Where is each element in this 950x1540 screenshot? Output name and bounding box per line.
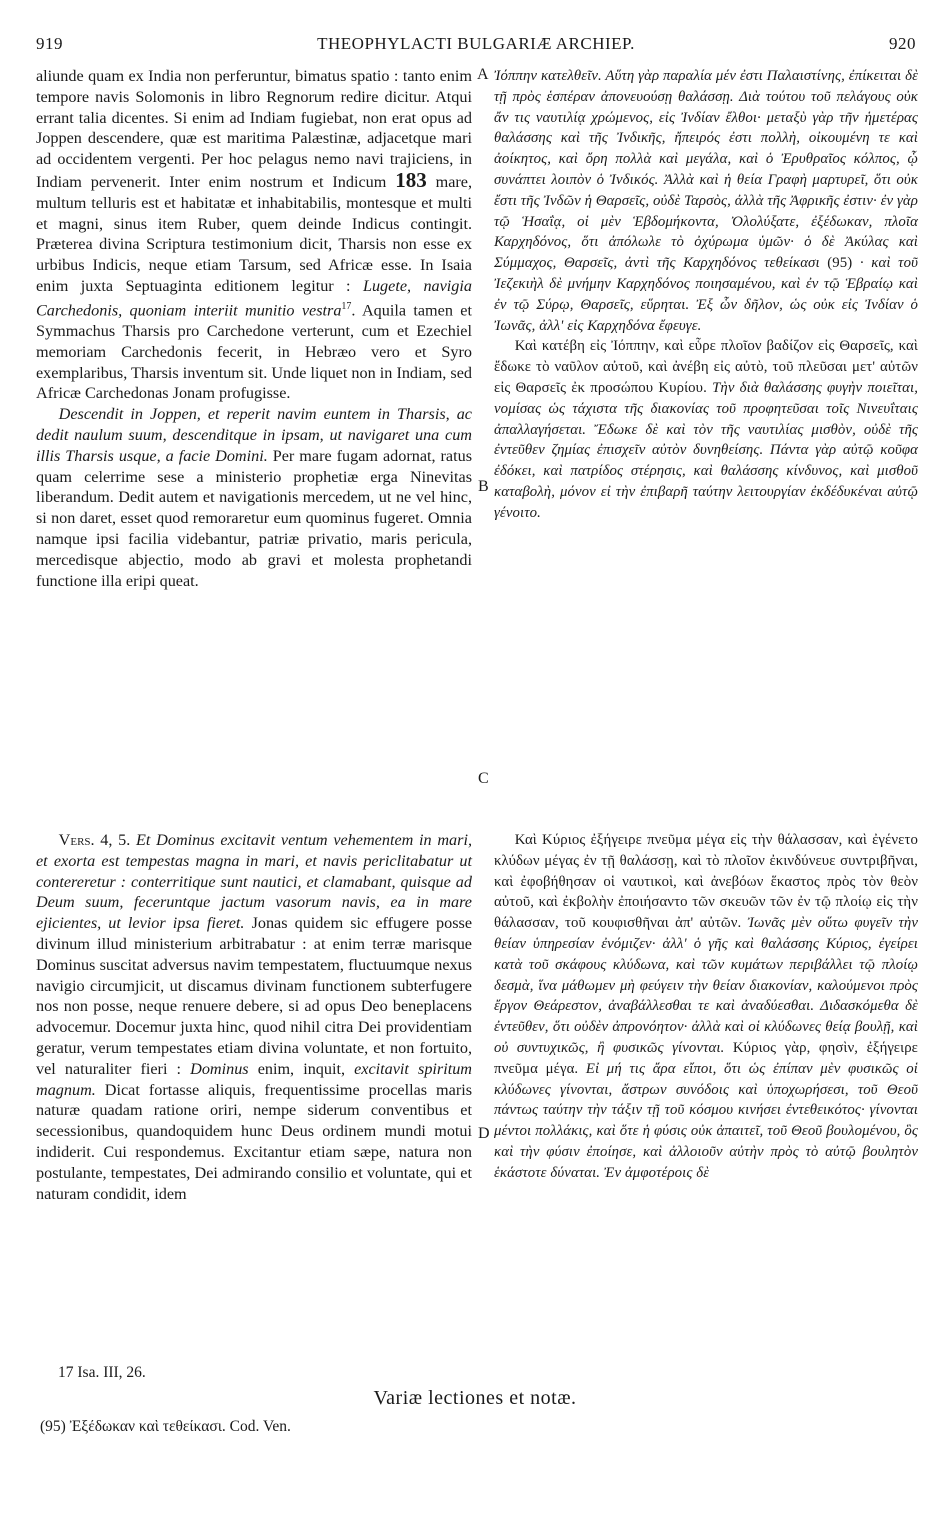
variae-title: Variæ lectiones et notæ. bbox=[373, 1387, 577, 1409]
latin-paragraph bbox=[36, 66, 472, 404]
lemma-verse: Descendit in Joppen, et reperit navim euntem in Tharsis, ac dedit naulum suum, descenditque in ipsam, ut navigaret una cum illis Tharsis usque, a facie Domini. bbox=[36, 405, 472, 465]
column-number: 183 bbox=[395, 167, 427, 192]
margin-letter-d: D bbox=[478, 1125, 490, 1142]
latin-commentary: Jonas quidem sic effugere posse divinum illud ministerium arbitrabatur : at enim terræ marisque Dominus suscitat adversus navim tempestatem, fluctuumque nexus navigio circumjicit, ut discamus divinam functionem subterfugere nos non posse, neque renuere debere, si ad opus Deo beneplacens advocemur. Docemur juxta hinc, quod nihil citra Dei providentiam geratur, verum tempestates etiam divina voluntate, et non fortuito, vel naturaliter fieri : bbox=[36, 914, 473, 1078]
greek-commentary: Τὴν διὰ θαλάσσης φυγὴν ποιεῖται, νομίσας ὡς τάχιστα τῆς διακονίας τοῦ προφητεῦσαι τοῖς Νινευΐταις ἀπαλλαγήσεται. Ἔδωκε δὲ καὶ τὸν τῆς ναυτιλίας μισθὸν, οὐδὲ τῆς ἐντεῦθεν ζημίας ἐπισχεῖν αὐτὸν δυνηθείσης. Πάντα γὰρ αὐτῷ κοῦφα ἐδόκει, καὶ πατρίδος στέρησις, καὶ θαλάσσης κίνδυνος, καὶ μισθοῦ καταβολὴ, μόνον εἰ τὴν ἐπιβαρῆ ταύτην λειτουργίαν ἐκδέδυκέναι αὐτῷ γένοιτο. bbox=[494, 379, 918, 521]
greek-commentary: Ἰωνᾶς μὲν οὕτω φυγεῖν τὴν θείαν ὑπηρεσίαν ἐνόμιζεν· ἀλλ' ὁ γῆς καὶ θαλάσσης Κύριος, ἐγείρει κατὰ τοῦ σκάφους κλύδωνα, καὶ τῶν κυμάτων περιβάλλει τῷ πλοίῳ δεσμὰ, ἵνα μάθωμεν μὴ φεύγειν τὴν θείαν διακονίαν, καλούμενοι πρὸς ἔργον Θεάρεστον, ἀναβάλλεσθαι τε καὶ ἀναδύεσθαι. Διδασκόμεθα δὲ ἐντεῦθεν, ὅτι οὐδὲν ἀπρονόητον· ἀλλὰ καὶ οἱ κλύδωνες θείᾳ βουλῇ, καὶ οὐ συντυχικῶς, ἢ φυσικῶς γίνονται. bbox=[494, 915, 918, 1056]
margin-letter-c: C bbox=[478, 770, 489, 787]
latin-column-bottom bbox=[36, 830, 472, 1204]
latin-commentary: Per mare fugam adornat, ratus quam celerrime sese a ministerio prophetiæ erga Ninevitas liberandum. Dedit autem et navigationis mercedem, ut ne vel hinc, si non daret, esset quod remoraretur eum quominus fugeret. Omnia namque ipsi facilia videbantur, patriæ privatio, maris pericula, mercedisque abjectio, modo ab gravi et molesta prophetandi functione illa eripi queat. bbox=[36, 446, 472, 590]
greek-text: · καὶ τοῦ Ἰεζεκιὴλ δὲ μνήμην Καρχηδόνος ποιησαμένου, καὶ ἐν τῷ Ἑβραίῳ καὶ ἐν τῷ Σύρῳ, Θαρσεῖς, εὕρηται. Ἐξ ὧν δῆλον, ὡς οὐκ εἰς Ἰνδίαν ὁ Ἰωνᾶς, ἀλλ' εἰς Καρχηδόνα ἔφευγε. bbox=[494, 255, 918, 334]
greek-column-bottom bbox=[494, 830, 918, 1184]
lemma-quote: excitavit spiritum magnum. bbox=[36, 1059, 472, 1099]
greek-verse: Καὶ κατέβη εἰς Ἰόππην, καὶ εὗρε πλοῖον βαδίζον εἰς Θαρσεῖς, καὶ ἔδωκε τὸ ναῦλον αὐτοῦ, καὶ ἀνέβη εἰς αὐτὸ, τοῦ πλεῦσαι μετ' αὐτῶν εἰς Θαρσεῖς ἐκ προσώπου Κυρίου. bbox=[494, 338, 918, 396]
latin-text: . Aquila tamen et Symmachus Tharsis pro Carchedone verterunt, cum et Ezechiel memoriam Carchedonis fecerit, in Hebræo vero et Syro exemplaribus, Tharsis inventum sit. Unde liquet non in Indiam, sed Africæ Carchedonas Jonam profugisse. bbox=[36, 301, 472, 403]
latin-paragraph bbox=[36, 404, 472, 591]
margin-letter-a: A bbox=[477, 66, 489, 83]
latin-column-top bbox=[36, 66, 472, 591]
greek-paragraph bbox=[494, 336, 918, 523]
greek-paragraph bbox=[494, 66, 918, 336]
verse-number: Vers. 4, 5. bbox=[58, 831, 131, 849]
latin-text: mare, multum telluris est et habitatæ et inhabitabilis, montesque et multi et magni, sinus item Ruber, quem deinde Indicus contingit. Præterea divina Scriptura testimonium dicit, Tharsis non esse ex urbibus Indicis, neque etiam Tarsum, sed Africæ esse. In Isaia enim juxta Septuaginta editionem legitur : bbox=[36, 172, 473, 295]
greek-verse: Καὶ Κύριος ἐξήγειρε πνεῦμα μέγα εἰς τὴν θάλασσαν, καὶ ἐγένετο κλύδων μέγας ἐν τῇ θαλάσσῃ, καὶ τὸ πλοῖον ἐκινδύνευε συντριβῆναι, καὶ ἐφοβήθησαν οἱ ναυτικοὶ, καὶ ἀνεβόων ἕκαστος πρὸς τὸν θεὸν αὐτοῦ, καὶ ἐκβολὴν ἐποιήσαντο τῶν σκευῶν τῶν ἐν τῷ πλοίῳ εἰς τὴν θάλασσαν, τοῦ κουφισθῆναι ἀπ' αὐτῶν. bbox=[494, 832, 918, 932]
latin-paragraph bbox=[36, 830, 472, 1204]
greek-quote: Κύριος γὰρ, φησὶν, ἐξήγειρε πνεῦμα μέγα. bbox=[494, 1039, 918, 1077]
latin-text: enim, inquit, bbox=[257, 1059, 346, 1078]
greek-column-top bbox=[494, 66, 918, 524]
lemma-verse: Et Dominus excitavit ventum vehementem in mari, et exorta est tempestas magna in mari, et navis periclitabatur ut contereretur : conterritique sunt nautici, et clamabant, quisque ad Deum suum, feceruntque jactum vasorum navis, ea in mare ejicientes, ut levior ipsa fieret. bbox=[36, 831, 472, 933]
footnote-ref: 17 bbox=[341, 300, 352, 312]
greek-text: Ἰόππην κατελθεῖν. Αὕτη γὰρ παραλία μέν ἐστι Παλαιστίνης, ἐπίκειται δὲ τῇ πρὸς ἑσπέραν ἀπονευούσῃ θαλάσσῃ. Διὰ τούτου τοῦ πελάγους οὐκ ἄν τις ναυτιλίᾳ χρώμενος, εἰς Ἰνδίαν ἔλθοι· μεταξὺ γὰρ τῆν ἡμετέρας θαλάσσης καὶ τῆς Ἰνδικῆς, ἤπειρός ἐστι πολλὴ, οἰκουμένη τε καὶ ἀοίκητος, καὶ ὄρη πολλὰ καὶ μεγάλα, καὶ ὁ Ἐρυθραῖος κόλπος, ᾧ συνάπτει λοιπὸν ὁ Ἰνδικός. Ἀλλὰ καὶ ἡ θεία Γραφὴ μαρτυρεῖ, ὅτι οὐκ ἔστι τῆς Ἰνδῶν ἡ Θαρσεῖς, οὐδὲ Ταρσὸς, ἀλλὰ τῆς Ἀφρικῆς ἐστιν· ἐν γὰρ τῷ Ἡσαΐᾳ, οἱ μὲν Ἑβδομήκοντα, Ὀλολύξατε, ἐξέδωκαν, πλοῖα Καρχηδόνος, ὅτι ἀπόλωλε τὸ ὀχύρωμα ὑμῶν· ὁ δὲ Ἀκύλας καὶ Σύμμαχος, Θαρσεῖς, ἀντὶ τῆς Καρχηδόνος τεθείκασι bbox=[494, 68, 918, 272]
page-number-left: 919 bbox=[36, 34, 63, 53]
greek-commentary: Εἰ μή τις ἄρα εἴποι, ὅτι ὡς ἐπίπαν μὲν φυσικῶς οἱ κλύδωνες γίνονται, ἄστρων συνόδοις καὶ ὑποχωρήσεσι, τοῦ Θεοῦ πάντως ταύτην τὴν τάξιν τῇ τοῦ κόσμου κινήσει ἐντεθεικότος· γίνονται μέντοι πολλάκις, καὶ ὅτε ἡ φύσις οὐκ ἀπαιτεῖ, τοῦ Θεοῦ βουλομένου, ὃς καὶ τὴν φύσιν ἐποίησε, καὶ ἀλλοιοῦν αὐτὴν πρὸς τὸ αὐτῷ βουλητὸν ἑκάστοτε δύναται. Ἐν ἀμφοτέροις δὲ bbox=[494, 1060, 918, 1181]
latin-commentary: Dicat fortasse aliquis, frequentissime procellas maris naturæ quadam ratione oriri, nempe siderum conventibus et secessionibus, quandoquidem hunc Deus ordinem mundi motui indiderit. Cui respondemus. Excitantur etiam sæpe, natura non postulante, tempestates, Dei admirando consilio et voluntate, qui et naturam condidit, idem bbox=[36, 1080, 473, 1203]
lemma-quote: Lugete, navigia Carchedonis, quoniam interiit munitio vestra bbox=[36, 276, 472, 320]
page-number-right: 920 bbox=[889, 34, 916, 53]
footnote: 17 Isa. III, 26. bbox=[58, 1364, 146, 1381]
lemma-word: Dominus bbox=[190, 1059, 249, 1078]
variae-note: (95) Ἐξέδωκαν καὶ τεθείκασι. Cod. Ven. bbox=[40, 1418, 291, 1435]
variant-ref: (95) bbox=[827, 255, 853, 272]
latin-text: aliunde quam ex India non perferuntur, bimatus spatio : tanto enim tempore navis Solomonis in libro Regnorum redire dicitur. Atqui errant talia dicentes. Si enim ad Indiam fugiebat, non erat opus ad Joppen descendere, quæ est maritima Palæstinæ, adjacetque mari ad occidentem vergenti. Per hoc pelagus nemo navi trajiciens, in Indiam pervenerit. Inter enim nostrum et Indicum bbox=[36, 67, 472, 191]
greek-paragraph bbox=[494, 830, 918, 1184]
running-title: THEOPHYLACTI BULGARIÆ ARCHIEP. bbox=[317, 34, 635, 53]
running-header bbox=[36, 34, 916, 56]
margin-letter-b: B bbox=[478, 478, 489, 495]
